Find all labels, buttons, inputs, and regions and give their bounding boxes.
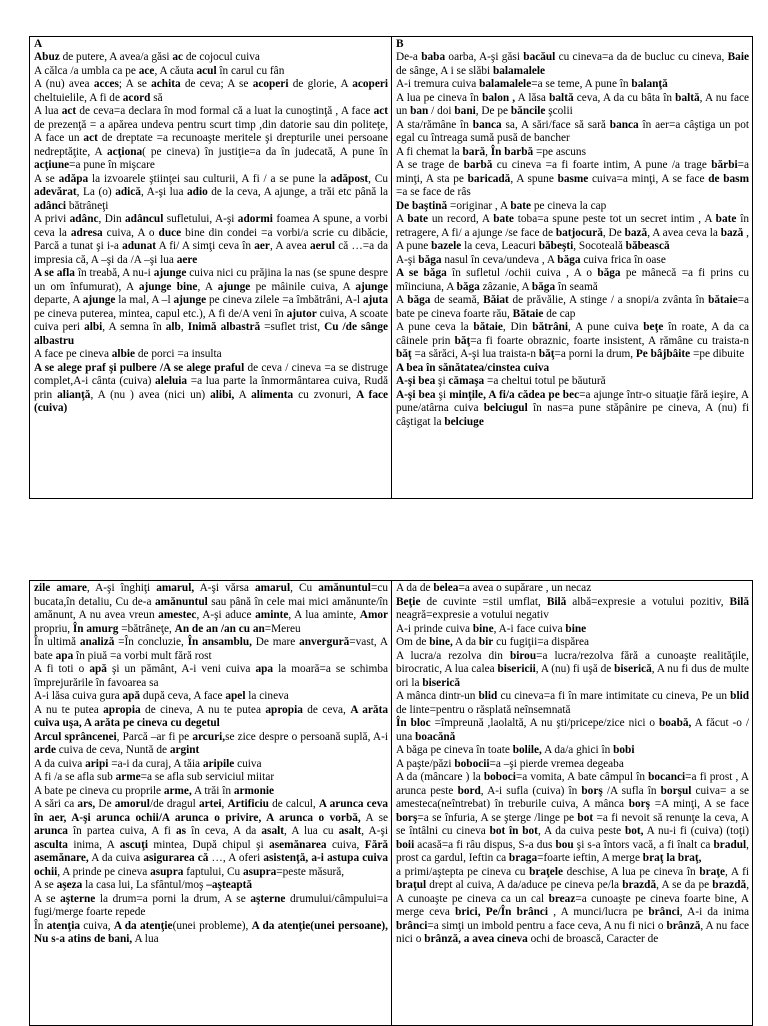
letter-heading-a: A — [34, 38, 43, 50]
dictionary-entry: A mânca dintr-un blid cu cineva=a fi în mare intimitate cu cineva, Pe un blid de linte=pentru o răsplată neînsemnată — [396, 690, 749, 716]
dictionary-entry: A lua act de ceva=a declara în mod formal că a luat la cunoştinţă , A face act de prezenţă = a apărea undeva pentru scurt timp ,din datorie sau din politeţe, A face un act de dreptate =a recunoaşte meritele şi drepturile unei persoane nedreptăţite, A acţiona( pe cineva) în justiţie=a da în judecată, A pune în acţiune=a pune în mişcare — [34, 105, 388, 171]
dictionary-entry: A da de belea=a avea o supărare , un necaz — [396, 582, 592, 594]
dictionary-entry: A sări ca ars, De amorul/de dragul artei, Artificiu de calcul, A arunca ceva în aer, A-şi arunca ochii/A arunca o privire, A arunca o vorbă, A se arunca în partea cuiva, A fi as în ceva, A da asalt, A lua cu asalt, A-şi asculta inima, A ascuţi mintea, După chipul şi asemănarea cuiva, Fără asemănare, A da cuiva asigurarea că …, A oferi asistenţă, a-i astupa cuiva ochii, A prinde pe cineva asupra faptului, Cu asupra=peste măsură, — [34, 798, 389, 878]
dictionary-entry: A-şi bea şi cămaşa =a cheltui totul pe băutură — [396, 375, 606, 387]
dictionary-entry: În atenţia cuiva, A da atenţie(unei probleme), A da atenţie(unei persoane), Nu s-a atins de bani, A lua — [34, 919, 388, 945]
dictionary-entry: A lucra/a rezolva din birou=a lucra/rezolva fără a cunoaşte realităţile, birocratic, A lua calea bisericii, A (nu) fi uşă de biserică, A nu fi dus de multe ori la biserică — [396, 649, 750, 689]
dictionary-entry: Abuz de putere, A avea/a găsi ac de cojocul cuiva — [34, 51, 260, 63]
dictionary-entry: A-i lăsa cuiva gura apă după ceva, A face apel la cineva — [34, 690, 289, 702]
dictionary-entry: De-a baba oarba, A-şi găsi bacăul cu cineva=a da de bucluc cu cineva, Baie de sânge, A i se slăbi balamalele — [396, 51, 749, 77]
dictionary-entry: A fi /a se afla sub arme=a se afla sub serviciul miitar — [34, 771, 275, 783]
dictionary-entry: A-i tremura cuiva balamalele=a se teme, A pune în balanţă — [396, 78, 668, 90]
dictionary-entry: A nu te putea apropia de cineva, A nu te putea apropia de ceva, A arăta cuiva uşa, A arăta pe cineva cu degetul — [34, 703, 388, 729]
dictionary-entry: A fi chemat la bară, În barbă =pe ascuns — [396, 145, 586, 158]
dictionary-entry: A bea în sănătatea/cinstea cuiva — [396, 361, 550, 374]
column-b — [391, 37, 752, 498]
dictionary-entry: A se aşterne la drum=a porni la drum, A se aşterne drumului/câmpului=a fugi/merge foarte repede — [34, 892, 389, 918]
dictionary-entry: A băga pe cineva în toate bolile, A da/a ghici în bobi — [396, 744, 635, 756]
column-b-continued — [391, 581, 752, 1025]
dictionary-entry: A se afla în treabă, A nu-i ajunge cuiva nici cu prăjina la nas (se spune despre un om înfumurat), A ajunge bine, A ajunge pe mâinile cuiva, A ajunge departe, A ajunge la mal, A –l ajunge pe cineva zilele =a îmbătrâni, A-l ajuta pe cineva puterea, mintea, capul etc.), A fi de/A veni în ajutor cuiva, A scoate cuiva peri albi, A semna în alb, Inimă albastră =suflet trist, Cu /de sânge albastru — [34, 267, 389, 347]
dictionary-entry: A băga de seamă, Băiat de prăvălie, A stinge / a snopi/a zvânta în bătaie=a bate pe cineva foarte rău, Bătaie de cap — [396, 294, 749, 320]
column-a — [30, 37, 391, 498]
dictionary-entry: De baştină =originar , A bate pe cineva la cap — [396, 199, 607, 212]
dictionary-entry: A pune ceva la bătaie, Din bătrâni, A pune cuiva beţe în roate, A da ca câinele prin băţ=a fi foarte obraznic, foarte insistent, A rămâne cu traista-n băţ =a sărăci, A-şi lua traista-n băţ=a porni la drum, Pe bâjbâite =pe dibuite — [396, 321, 750, 360]
entries-list — [34, 51, 388, 416]
dictionary-entry: A-şi bea şi minţile, A fi/a cădea pe bec=a ajunge într-o situaţie fără ieşire, A pune/atârna cuiva belciugul în nas=a pune stăpânire pe cineva, A (nu) fi câştigat la belciuge — [396, 388, 749, 428]
dictionary-entry: Om de bine, A da bir cu fugiţii=a dispărea — [396, 636, 590, 648]
dictionary-table-1 — [29, 36, 753, 499]
dictionary-entry: A paşte/păzi bobocii=a –şi pierde vremea degeaba — [396, 757, 624, 770]
dictionary-table-2 — [29, 580, 753, 1026]
dictionary-entry: În bloc =împreună ,laolaltă, A nu şti/pricepe/zice nici o boabă, A făcut -o / una boacănă — [396, 717, 749, 743]
dictionary-entry: A bate pe cineva cu proprile arme, A trăi în armonie — [34, 784, 275, 797]
dictionary-entry: A călca /a umbla ca pe ace, A căuta acul în carul cu fân — [34, 64, 285, 77]
dictionary-entry: A se băga în sufletul /ochii cuiva , A o băga pe mânecă =a fi prins cu mîinciuna, A băga zâzanie, A băga în seamă — [396, 267, 749, 293]
dictionary-entry: A bate un record, A bate toba=a spune peste tot un secret intim , A bate în retragere, A fi/ a ajunge /se face de batjocură, De bază, A avea ceva la bază , A pune bazele la ceva, Leacuri băbeşti, Socoteală băbească — [396, 213, 749, 252]
dictionary-entry: A da cuiva aripi =a-i da curaj, A tăia aripile cuiva — [34, 757, 262, 770]
dictionary-entry: A se trage de barbă cu cineva =a fi foarte intim, A pune /a trage bărbi=a minţi, A sta pe baricadă, A spune basme cuiva=a minţi, A se face de basm =a se face de râs — [396, 159, 750, 198]
dictionary-entry: În ultimă analiză =În concluzie, În ansamblu, De mare anvergură=vast, A bate apa în piuă =a vorbi mult fără rost — [34, 636, 388, 662]
dictionary-entry: A se adăpa la izvoarele ştiinţei sau culturii, A fi / a se pune la adăpost, Cu adevărat, La (o) adică, A-şi lua adio de la ceva, A ajunge, a trăi etc până la adânci bătrâneţi — [34, 172, 388, 212]
dictionary-entry: A lua pe cineva în balon , A lăsa baltă ceva, A da cu bâta în baltă, A nu face un ban / doi bani, De pe băncile şcolii — [396, 91, 750, 117]
dictionary-entry: A (nu) avea acces; A se achita de ceva; A se acoperi de glorie, A acoperi cheltuielile, A fi de acord să — [34, 78, 388, 104]
dictionary-entry: Beţie de cuvinte =stil umflat, Bilă albă=expresie a votului pozitiv, Bilă neagră=expresie a votului negativ — [396, 595, 749, 621]
column-a-continued — [30, 581, 391, 1025]
entries-list — [34, 582, 388, 947]
entries-list — [396, 582, 749, 947]
dictionary-entry: a primi/aştepta pe cineva cu braţele deschise, A lua pe cineva în braţe, A fi braţul drept al cuiva, A da/aduce pe cineva pe/la brazdă, A se da pe brazdă, A cunoaşte pe cineva ca un cal breaz=a cunoaşte pe cineva foarte bine, A merge ceva brici, Pe/În brânci , A munci/lucra pe brânci, A-i da inima brânci=a simţi un imbold pentru a face ceva, A nu fi nici o brânză, A nu face nici o brânză, a avea cineva ochi de broască, Caracter de — [396, 865, 750, 945]
dictionary-entry: A face pe cineva albie de porci =a insulta — [34, 348, 222, 360]
dictionary-entry: A se alege praf şi pulbere /A se alege praful de ceva / cineva =a se distruge complet,A-i cânta (cuiva) aleluia =a lua parte la înmormântarea cuiva, Rudă prin alianţă, A (nu ) avea (nici un) alibi, A alimenta cu zvonuri, A face (cuiva) — [34, 361, 388, 414]
letter-heading-b: B — [396, 38, 404, 50]
dictionary-entry: A se aşeza la casa lui, La sfântul/moş –aşteaptă — [34, 879, 253, 891]
dictionary-entry: A sta/rămâne în banca sa, A sări/face să sară banca în aer=a câştiga un pot egal cu întreaga sumă pusă de bancher — [396, 118, 749, 144]
entries-list — [396, 51, 749, 429]
dictionary-entry: zile amare, A-şi înghiţi amarul, A-şi vărsa amarul, Cu amănuntul=cu bucata,în detaliu, Cu de-a amănuntul sau până în cele mai mici amănunte/în amănunt, A nu avea vreun amestec, A-şi aduce aminte, A lua aminte, Amor propriu, În amurg =bătrâneţe, An de an /an cu an=Mereu — [34, 582, 389, 635]
dictionary-entry: A fi toti o apă şi un pământ, A-i veni cuiva apa la moară=a se schimba împrejurările în favoarea sa — [34, 663, 389, 689]
dictionary-entry: A privi adânc, Din adâncul sufletului, A-şi adormi foamea A spune, a vorbi ceva la adresa cuiva, A o duce bine din condei =a vorbi/a scrie cu dibăcie, Parcă a tunat şi i-a adunat A fi/ A simţi ceva în aer, A avea aerul că …=a da impresia că, A –şi da /A –şi lua aere — [34, 213, 388, 266]
dictionary-entry: Arcul sprâncenei, Parcă –ar fi pe arcuri,se zice despre o persoană suplă, A-i arde cuiva de ceva, Nuntă de argint — [34, 730, 388, 756]
dictionary-entry: A-i prinde cuiva bine, A-i face cuiva bine — [396, 622, 587, 635]
dictionary-entry: A-şi băga nasul în ceva/undeva , A băga cuiva frica în oase — [396, 253, 666, 266]
dictionary-entry: A da (mâncare ) la boboci=a vomita, A bate câmpul în bocanci=a fi prost , A arunca peste bord, A-i sufla (cuiva) în borş /A sufla în borşul cuiva= a se amesteca(neîntrebat) în treburile cuiva, A mânca borş =A minţi, A se face borş=a se înfuria, A se şterge /linge pe bot =a fi nevoit să renunţe la ceva, A se întâlni cu cineva bot în bot, A da cuiva peste bot, A nu-i fi (cuiva) (toţi) boii acasă=a fi râu dispus, S-a dus bou şi s-a întors vacă, a fi înalt ca bradul, prost ca gardul, Ieftin ca braga=foarte ieftin, A merge braţ la braţ, — [396, 771, 750, 864]
